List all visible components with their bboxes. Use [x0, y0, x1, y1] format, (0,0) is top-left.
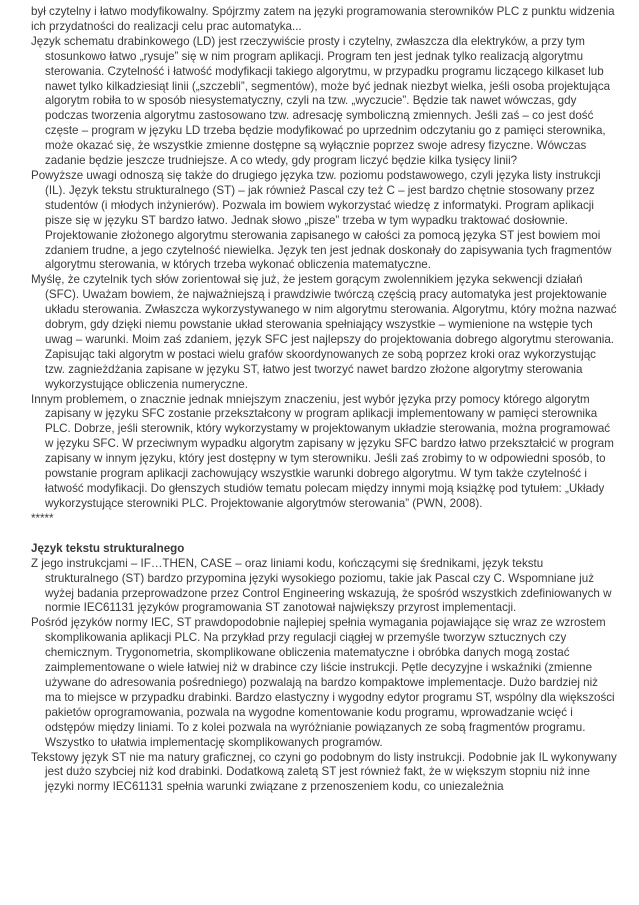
article-page	[31, 5, 617, 795]
paragraph-ld-language: Język schematu drabinkowego (LD) jest rzeczywiście prosty i czytelny, zwłaszcza dla elektryków, a przy tym stosunkowo łatwo „rysuje” się w nim program aplikacji. Program ten jest jednak tylko realizacją algorytmu sterowania. Czytelność i łatwość modyfikacji takiego algorytmu, w przypadku programu liczącego kilkaset lub nawet tylko kilkadziesiąt linii („szczebli”, segmentów), może być jednak niezbyt wielka, jeśli osoba projektująca algorytm robiła to w sposób niesystematyczny, czyli na tzw. „wyczucie”. Będzie tak nawet wówczas, gdy podczas tworzenia algorytmu zastosowano tzw. adresację symboliczną zmiennych. Jeśli zaś – co jest dość częste – program w języku LD trzeba będzie modyfikować po uprzednim odczytaniu go z pamięci sterownika, może okazać się, że wszystkie zmienne dostępne są wyłącznie poprzez swoje adresy fizyczne. Wówczas zadanie będzie jeszcze trudniejsze. A co wtedy, gdy program liczyć będzie kilka tysięcy linii?	[31, 34, 611, 168]
paragraph-intro-continuation: był czytelny i łatwo modyfikowalny. Spójrzmy zatem na języki programowania sterowników PLC z punktu widzenia ich przydatności do realizacji celu prac automatyka...	[31, 5, 615, 33]
paragraph-st-instructions: Z jego instrukcjami – IF…THEN, CASE – oraz liniami kodu, kończącymi się średnikami, język tekstu strukturalnego (ST) bardzo przypomina języki wysokiego poziomu, takie jak Pascal czy C. Wspomniane już wyżej badania przeprowadzone przez Control Engineering wskazują, że spośród wszystkich zdefiniowanych w normie IEC61131 języków programowania ST zanotował największy przyrost implementacji.	[31, 556, 612, 615]
paragraph-sfc-language: Myślę, że czytelnik tych słów zorientował się już, że jestem gorącym zwolennikiem języka sekwencji działań (SFC). Uważam bowiem, że najważniejszą i prawdziwie twórczą częścią pracy automatyka jest projektowanie układu sterowania. Zwłaszcza wykorzystywanego w nim algorytmu sterowania. Algorytmu, który można nazwać dobrym, gdy dzięki niemu powstanie układ sterowania spełniający wszystkie – wymienione na wstępie tych uwag – warunki. Moim zaś zdaniem, język SFC jest najlepszy do projektowania dobrego algorytmu sterowania. Zapisując taki algorytm w postaci wielu grafów skoordynowanych ze sobą poprzez kroki oraz wykorzystując tzw. zagnieżdżania zapisane w języku ST, łatwo jest tworzyć nawet bardzo złożone algorytmy sterowania wykorzystujące obliczenia numeryczne.	[31, 273, 617, 391]
section-separator: *****	[31, 511, 54, 525]
blank-line	[31, 527, 617, 542]
section-title: Język tekstu strukturalnego	[31, 541, 185, 555]
paragraph-il-st-languages: Powyższe uwagi odnoszą się także do drugiego języka tzw. poziomu podstawowego, czyli języka listy instrukcji (IL). Język tekstu strukturalnego (ST) – jak również Pascal czy też C – jest bardzo chętnie stosowany przez studentów (i młodych inżynierów). Pozwala im bowiem wykorzystać wiedzę z informatyki. Program aplikacji pisze się w języku ST bardzo łatwo. Jednak słowo „pisze” trzeba w tym wypadku traktować dosłownie. Projektowanie złożonego algorytmu sterowania zapisanego w całości za pomocą języka ST jest bowiem moi zdaniem trudne, a jego czytelność niewielka. Język ten jest jednak doskonały do zapisywania tych fragmentów algorytmu sterowania, w których trzeba wykonać obliczenia matematyczne.	[31, 168, 612, 272]
paragraph-st-requirements: Pośród języków normy IEC, ST prawdopodobnie najlepiej spełnia wymagania pojawiające się wraz ze wzrostem skomplikowania aplikacji PLC. Na przykład przy regulacji ciągłej w przemyśle tworzyw sztucznych czy chemicznym. Trygonometria, skomplikowane obliczenia matematyczne i obróbka danych mogą zostać zaimplementowane o wiele łatwiej niż w drabince czy liście instrukcji. Pętle decyzyjne i wskaźniki (zmienne używane do adresowania pośredniego) pozwalają na bardzo kompaktowe implementacje. Dużo bardziej niż ma to miejsce w przypadku drabinki. Bardzo elastyczny i wygodny edytor programu ST, wspólny dla większości pakietów oprogramowania, pozwala na wygodne komentowanie kodu programu, wprowadzanie wcięć i odstępów między liniami. To z kolei pozwala na wyróżnianie powiązanych ze sobą fragmentów programu. Wszystko to ułatwia implementację skomplikowanych programów.	[31, 616, 615, 749]
paragraph-st-textual: Tekstowy język ST nie ma natury graficznej, co czyni go podobnym do listy instrukcji. Podobnie jak IL wykonywany jest dużo szybciej niż kod drabinki. Dodatkową zaletą ST jest również fakt, że w większym stopniu niż inne języki normy IEC61131 spełnia warunki związane z przenoszeniem kodu, co uniezależnia	[31, 750, 617, 794]
paragraph-language-choice: Innym problemem, o znacznie jednak mniejszym znaczeniu, jest wybór języka przy pomocy którego algorytm zapisany w języku SFC zostanie przekształcony w program aplikacji implementowany w pamięci sterownika PLC. Dobrze, jeśli sterownik, który wykorzystamy w projektowanym układzie sterowania, można programować w języku SFC. W przeciwnym wypadku algorytm zapisany w języku SFC bardzo łatwo przekształcić w program zapisany w innym języku, który jest dostępny w tym sterowniku. Jeśli zaś zrobimy to w odpowiedni sposób, to powstanie program aplikacji zachowujący wszystkie warunki dobrego algorytmu. W tym także czytelność i łatwość modyfikacji. Do głenszych studiów tematu polecam między innymi moją książkę pod tytułem: „Układy wykorzystujące sterowniki PLC. Projektowanie algorytmów sterowania” (PWN, 2008).	[31, 392, 614, 510]
